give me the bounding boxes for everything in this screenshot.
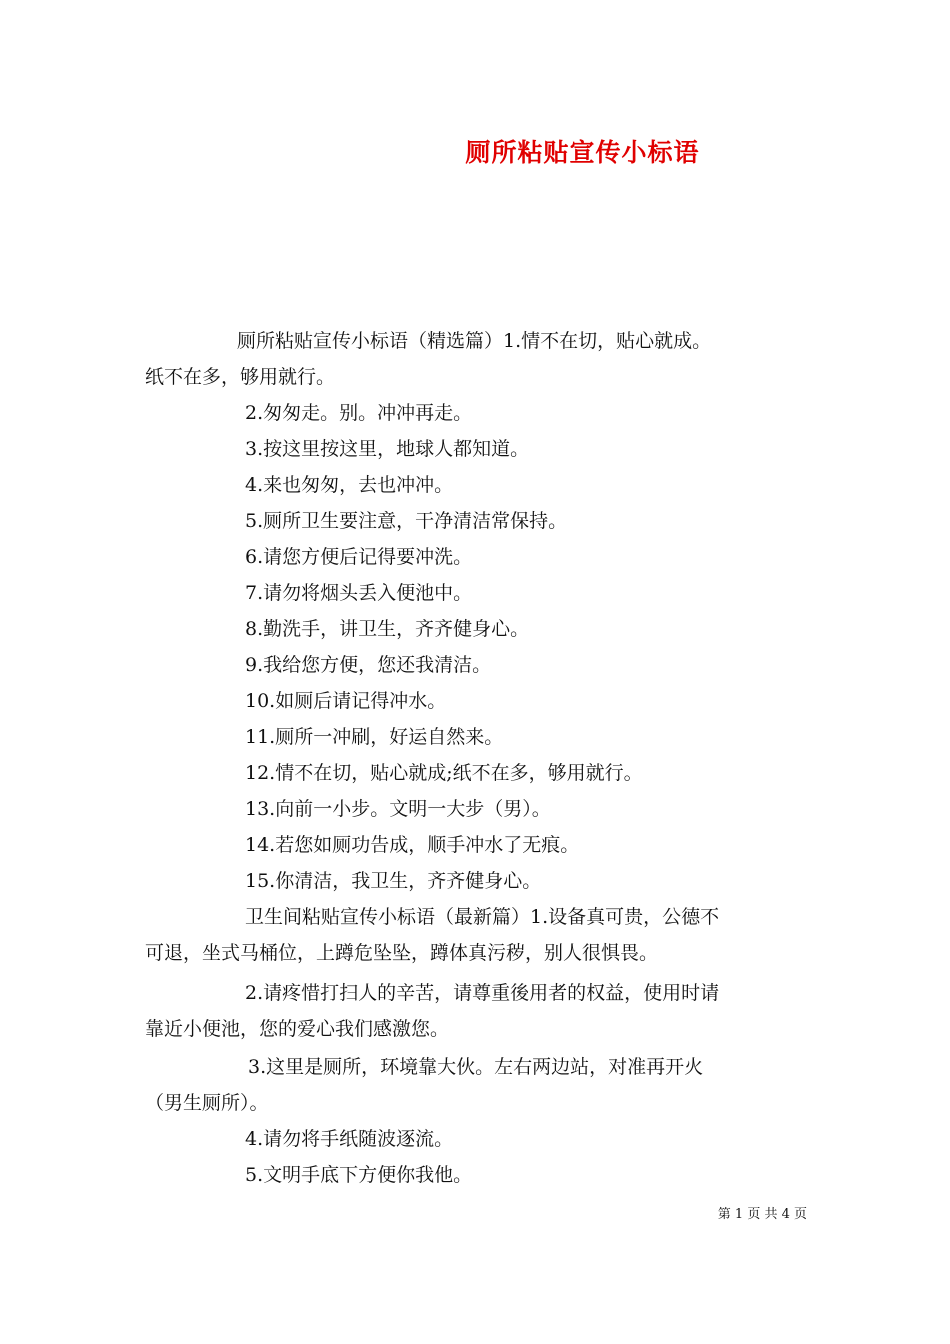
- paragraph-line: 可退，坐式马桶位，上蹲危坠坠，蹲体真污秽，别人很惧畏。: [145, 942, 659, 964]
- list-item: 11.厕所一冲刷，好运自然来。: [245, 726, 504, 748]
- list-item: 2.匆匆走。别。冲冲再走。: [245, 402, 473, 424]
- list-item: 8.勤洗手，讲卫生，齐齐健身心。: [245, 618, 530, 640]
- list-item: 4.请勿将手纸随波逐流。: [245, 1128, 454, 1150]
- list-item: 5.文明手底下方便你我他。: [245, 1164, 473, 1186]
- list-item: 9.我给您方便，您还我清洁。: [245, 654, 492, 676]
- list-item: 7.请勿将烟头丢入便池中。: [245, 582, 473, 604]
- list-item: 12.情不在切，贴心就成;纸不在多，够用就行。: [245, 762, 643, 784]
- paragraph-line: 纸不在多，够用就行。: [145, 366, 336, 388]
- list-item: 4.来也匆匆，去也冲冲。: [245, 474, 454, 496]
- list-item: 14.若您如厕功告成，顺手冲水了无痕。: [245, 834, 580, 856]
- list-item: 10.如厕后请记得冲水。: [245, 690, 447, 712]
- page-footer: 第 1 页 共 4 页: [717, 1207, 807, 1222]
- paragraph-line: （男生厕所）。: [145, 1092, 269, 1114]
- document-title: 厕所粘贴宣传小标语: [465, 138, 700, 167]
- list-item: 6.请您方便后记得要冲洗。: [245, 546, 473, 568]
- paragraph-line: 2.请疼惜打扫人的辛苦，请尊重後用者的权益，使用时请: [245, 982, 720, 1004]
- paragraph-line: 卫生间粘贴宣传小标语（最新篇）1.设备真可贵，公德不: [245, 906, 720, 928]
- paragraph-line: 3.这里是厕所，环境靠大伙。左右两边站，对准再开火: [248, 1056, 704, 1078]
- list-item: 3.按这里按这里，地球人都知道。: [245, 438, 530, 460]
- paragraph-line: 靠近小便池，您的爱心我们感激您。: [145, 1018, 450, 1040]
- list-item: 5.厕所卫生要注意，干净清洁常保持。: [245, 510, 568, 532]
- list-item: 13.向前一小步。文明一大步（男）。: [245, 798, 551, 820]
- list-item: 15.你清洁，我卫生，齐齐健身心。: [245, 870, 542, 892]
- paragraph-line: 厕所粘贴宣传小标语（精选篇）1.情不在切，贴心就成。: [237, 330, 712, 352]
